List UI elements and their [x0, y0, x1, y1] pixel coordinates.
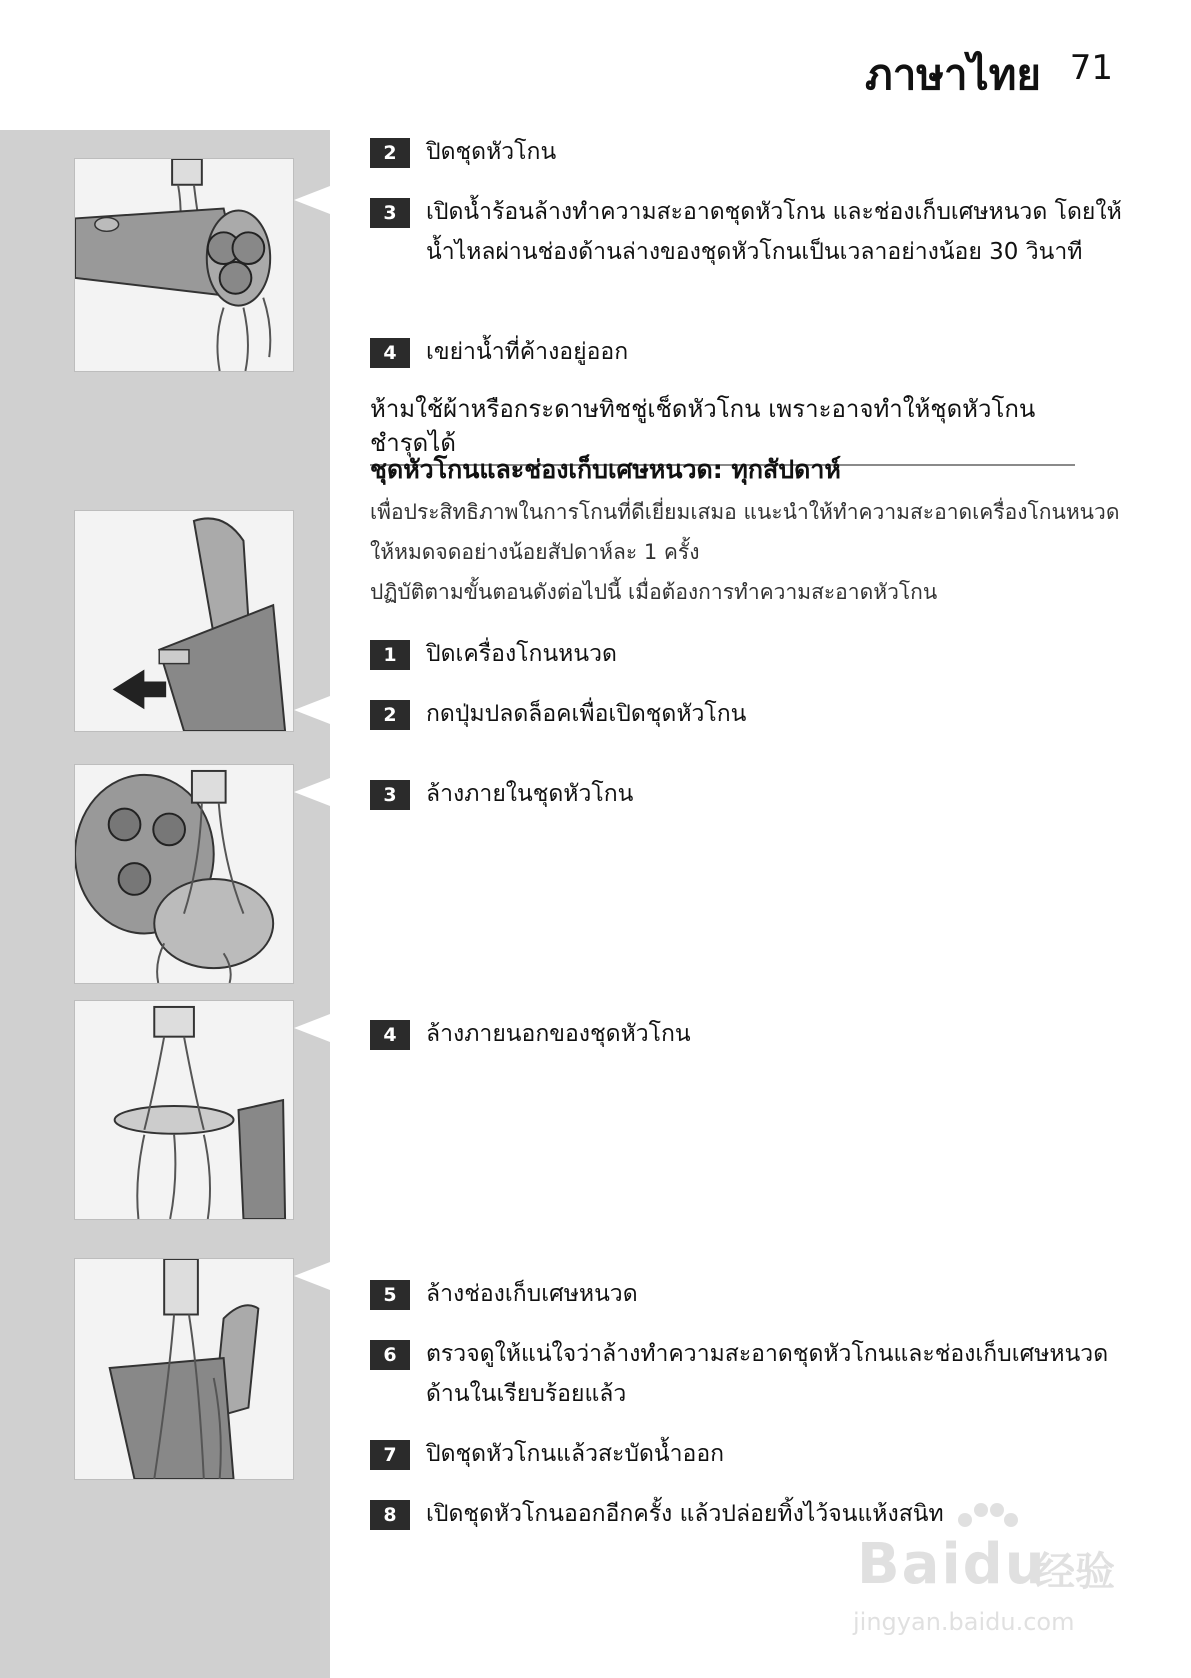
illustration-press-release-button: [74, 510, 294, 732]
step-3-rinse-hot-water: [370, 192, 1130, 272]
section-intro: เพื่อประสิทธิภาพในการโกนที่ดีเยี่ยมเสมอ แนะนำให้ทำความสะอาดเครื่องโกนหนวดให้หมดจดอย่างน้อยสัปดาห์ละ 1 ครั้ง: [370, 500, 1120, 564]
step-text: เปิดชุดหัวโกนออกอีกครั้ง แล้วปล่อยทิ้งไว้จนแห้งสนิท: [426, 1501, 944, 1527]
baidu-watermark: [845, 1500, 1125, 1650]
watermark-url: jingyan.baidu.com: [853, 1608, 1075, 1636]
step-4-rinse-outside: [370, 1014, 1130, 1054]
warning-note: ห้ามใช้ผ้าหรือกระดาษทิชชู่เช็ดหัวโกน เพราะอาจทำให้ชุดหัวโกนชำรุดได้: [370, 392, 1075, 466]
page-number: 71: [1069, 48, 1113, 88]
step-text: กดปุ่มปลดล็อคเพื่อเปิดชุดหัวโกน: [426, 701, 747, 727]
step-number: 8: [370, 1500, 410, 1530]
step-7-close-and-shake: [370, 1434, 1130, 1474]
illustration-rinse-hair-chamber: [74, 1258, 294, 1480]
step-number: 7: [370, 1440, 410, 1470]
pointer-arrow: [294, 778, 330, 806]
step-2-press-release: [370, 694, 1130, 734]
section-instruction: ปฏิบัติตามขั้นตอนดังต่อไปนี้ เมื่อต้องการทำความสะอาดหัวโกน: [370, 580, 938, 604]
pointer-arrow: [294, 186, 330, 214]
illustration-rinse-inside: [74, 764, 294, 984]
step-number: 4: [370, 1020, 410, 1050]
step-number: 2: [370, 700, 410, 730]
step-number: 2: [370, 138, 410, 168]
pointer-arrow: [294, 1262, 330, 1290]
step-number: 5: [370, 1280, 410, 1310]
pointer-arrow: [294, 696, 330, 724]
watermark-cn: 经验: [1035, 1549, 1115, 1595]
step-text: ล้างช่องเก็บเศษหนวด: [426, 1281, 638, 1307]
illustration-rinse-shaving-head: [74, 158, 294, 372]
step-text: ล้างภายในชุดหัวโกน: [426, 781, 634, 807]
step-4-shake-water: [370, 332, 1130, 372]
language-title: ภาษาไทย: [865, 50, 1041, 99]
step-text: ตรวจดูให้แน่ใจว่าล้างทำความสะอาดชุดหัวโกนและช่องเก็บเศษหนวดด้านในเรียบร้อยแล้ว: [426, 1341, 1109, 1407]
step-text: ปิดชุดหัวโกน: [426, 139, 557, 165]
step-text: เขย่าน้ำที่ค้างอยู่ออก: [426, 339, 629, 365]
watermark-brand: Baidu: [857, 1532, 1047, 1597]
step-text: ล้างภายนอกของชุดหัวโกน: [426, 1021, 691, 1047]
section-heading: ชุดหัวโกนและช่องเก็บเศษหนวด: ทุกสัปดาห์: [370, 455, 841, 484]
illustration-rinse-outside: [74, 1000, 294, 1220]
step-number: 1: [370, 640, 410, 670]
step-number: 4: [370, 338, 410, 368]
step-1-switch-off: [370, 634, 1130, 674]
step-5-rinse-hair-chamber: [370, 1274, 1130, 1314]
step-6-check-clean: [370, 1334, 1130, 1414]
step-3-rinse-inside: [370, 774, 1130, 814]
step-text: เปิดน้ำร้อนล้างทำความสะอาดชุดหัวโกน และช่องเก็บเศษหนวด โดยให้น้ำไหลผ่านช่องด้านล่างของชุดหัวโกนเป็นเวลาอย่างน้อย 30 วินาที: [426, 199, 1122, 265]
step-text: ปิดเครื่องโกนหนวด: [426, 641, 617, 667]
pointer-arrow: [294, 1014, 330, 1042]
step-2-close-head: [370, 132, 1130, 172]
step-number: 3: [370, 780, 410, 810]
step-text: ปิดชุดหัวโกนแล้วสะบัดน้ำออก: [426, 1441, 725, 1467]
step-number: 6: [370, 1340, 410, 1370]
step-number: 3: [370, 198, 410, 228]
